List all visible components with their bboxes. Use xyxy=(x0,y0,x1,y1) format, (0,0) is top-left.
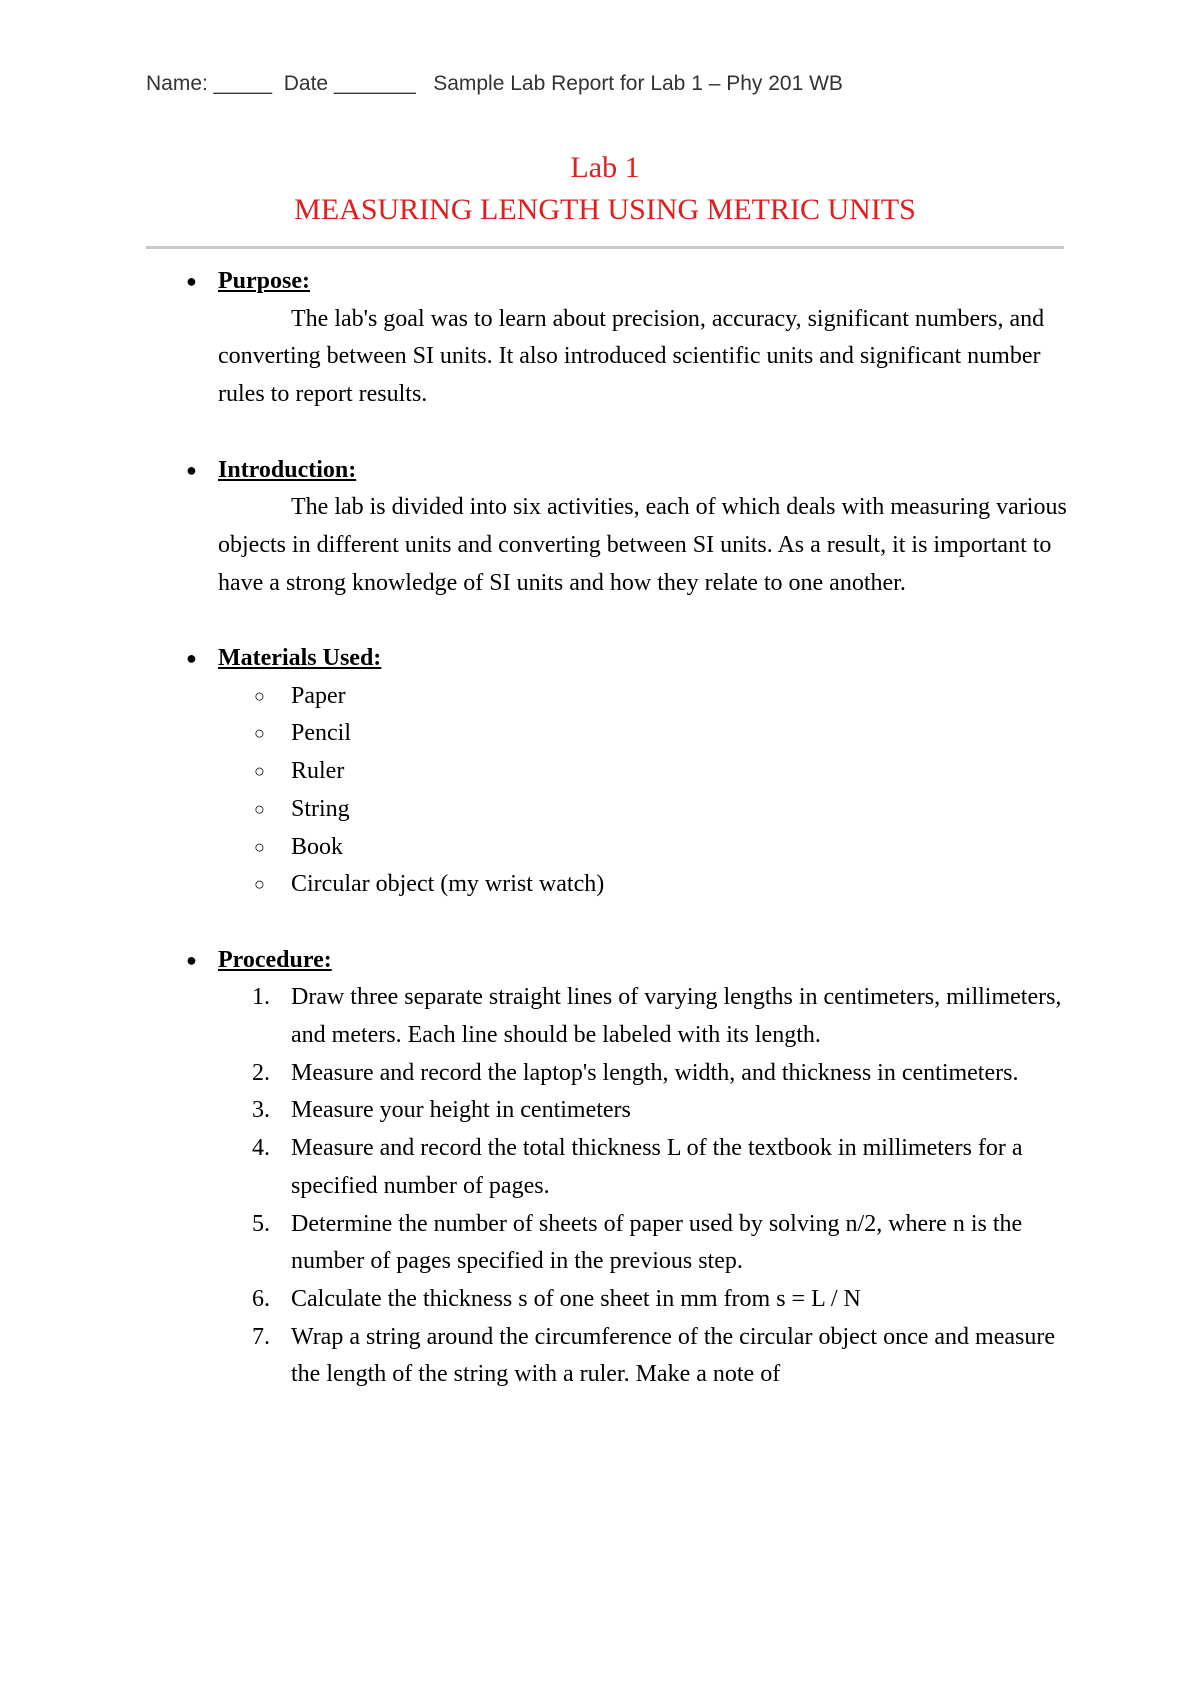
section-purpose xyxy=(182,263,1072,414)
material-label: String xyxy=(291,795,350,822)
section-heading: Procedure: xyxy=(218,946,332,973)
circle-bullet-icon: ○ xyxy=(254,874,265,895)
section-heading: Purpose: xyxy=(218,268,310,294)
bullet-icon: ● xyxy=(186,648,197,668)
page-header: Name: _____ Date _______ Sample Lab Report for Lab 1 – Phy 201 WB xyxy=(146,72,843,95)
report-body xyxy=(182,263,1072,1432)
bullet-icon: ● xyxy=(186,949,197,970)
section-procedure xyxy=(182,942,1072,1394)
bullet-icon: ● xyxy=(186,271,197,291)
procedure-list xyxy=(218,979,1072,1394)
list-item xyxy=(218,1130,1072,1205)
section-text: The lab is divided into six activities, each of which deals with measuring various objects in different units and converting between SI units. As a result, it is important to have a strong knowledge of SI units and how they relate to one another. xyxy=(218,494,1067,596)
section-text: The lab's goal was to learn about precision, accuracy, significant numbers, and converting between SI units. It also introduced scientific units and significant number rules to report results. xyxy=(218,305,1045,408)
step-text: Measure and record the total thickness L of the textbook in millimeters for a specified number of pages. xyxy=(291,1135,1023,1199)
list-item xyxy=(218,715,1072,753)
list-item xyxy=(218,866,1072,904)
materials-list xyxy=(218,678,1072,904)
step-text: Measure your height in centimeters xyxy=(291,1097,631,1124)
material-label: Pencil xyxy=(291,720,351,747)
list-item xyxy=(218,1092,1072,1130)
material-label: Circular object (my wrist watch) xyxy=(291,871,605,898)
title-block xyxy=(146,147,1064,231)
lab-subtitle: MEASURING LENGTH USING METRIC UNITS xyxy=(294,193,916,226)
step-text: Measure and record the laptop's length, width, and thickness in centimeters. xyxy=(291,1059,1019,1086)
horizontal-rule xyxy=(146,246,1064,249)
list-item xyxy=(218,791,1072,829)
step-text: Calculate the thickness s of one sheet in mm from s = L / N xyxy=(291,1285,861,1312)
step-text: Wrap a string around the circumference of the circular object once and measure the length of the string with a ruler. Make a note of xyxy=(291,1323,1055,1388)
step-text: Determine the number of sheets of paper used by solving n/2, where n is the number of pages specified in the previous step. xyxy=(291,1210,1023,1275)
material-label: Ruler xyxy=(291,758,345,785)
list-item xyxy=(218,829,1072,867)
circle-bullet-icon: ○ xyxy=(254,836,265,857)
step-number: 3. xyxy=(252,1097,270,1124)
list-item xyxy=(218,753,1072,791)
material-label: Book xyxy=(291,833,344,860)
step-number: 1. xyxy=(252,984,270,1011)
list-item xyxy=(218,1281,1072,1319)
circle-bullet-icon: ○ xyxy=(254,723,265,744)
section-heading: Materials Used: xyxy=(218,645,382,671)
step-number: 6. xyxy=(252,1285,270,1312)
circle-bullet-icon: ○ xyxy=(254,685,265,706)
step-number: 5. xyxy=(252,1210,270,1237)
list-item xyxy=(218,1319,1072,1394)
material-label: Paper xyxy=(291,682,346,709)
list-item xyxy=(218,979,1072,1054)
step-number: 2. xyxy=(252,1059,270,1086)
step-number: 4. xyxy=(252,1135,270,1162)
step-number: 7. xyxy=(252,1323,270,1350)
step-text: Draw three separate straight lines of varying lengths in centimeters, millimeters, and meters. Each line should be labeled with its length. xyxy=(291,984,1062,1049)
section-introduction xyxy=(182,452,1072,603)
circle-bullet-icon: ○ xyxy=(254,798,265,819)
list-item xyxy=(218,1206,1072,1281)
bullet-icon: ● xyxy=(186,459,197,480)
section-materials xyxy=(182,640,1072,904)
list-item xyxy=(218,1055,1072,1093)
lab-title: Lab 1 xyxy=(570,151,640,184)
section-heading: Introduction: xyxy=(218,456,357,483)
circle-bullet-icon: ○ xyxy=(254,761,265,782)
list-item xyxy=(218,678,1072,716)
